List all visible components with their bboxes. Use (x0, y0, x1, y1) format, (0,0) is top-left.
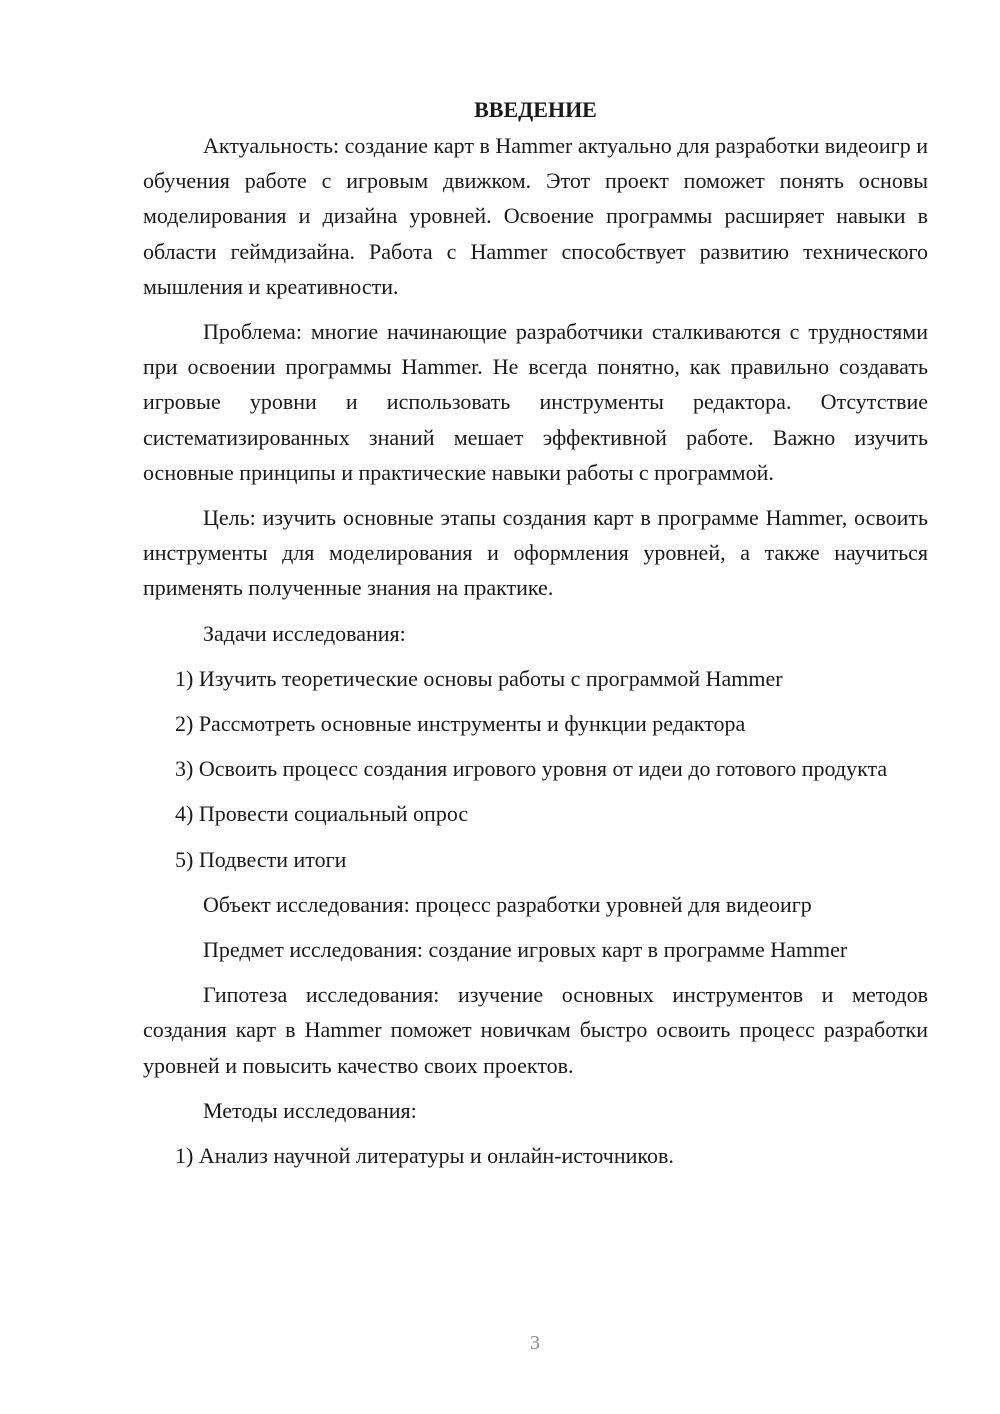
method-item-1: 1) Анализ научной литературы и онлайн-источников. (175, 1143, 674, 1169)
page-number: 3 (530, 1332, 540, 1354)
paragraph-object: Объект исследования: процесс разработки уровней для видеоигр (203, 891, 812, 917)
task-item-4: 4) Провести социальный опрос (175, 801, 469, 827)
paragraph-hypothesis: Гипотеза исследования: изучение основных инструментов и методов создания карт в Hammer поможет новичкам быстро освоить процесс разработки уровней и повысить качество своих проектов. (143, 982, 928, 1078)
paragraph-relevance: Актуальность: создание карт в Hammer актуально для разработки видеоигр и обучения работе с игровым движком. Этот проект поможет понять основы моделирования и дизайна уровней. Освоение программы расширяет навыки в области геймдизайна. Работа с Hammer способствует развитию технического мышления и креативности. (143, 133, 928, 299)
methods-heading: Методы исследования: (203, 1097, 417, 1123)
task-item-1: 1) Изучить теоретические основы работы с программой Hammer (175, 665, 783, 691)
task-item-2: 2) Рассмотреть основные инструменты и функции редактора (175, 711, 746, 737)
page-title: ВВЕДЕНИЕ (474, 97, 597, 122)
paragraph-subject: Предмет исследования: создание игровых карт в программе Hammer (203, 937, 848, 963)
paragraph-goal: Цель: изучить основные этапы создания карт в программе Hammer, освоить инструменты для моделирования и оформления уровней, а также научиться применять полученные знания на практике. (143, 505, 928, 601)
tasks-heading: Задачи исследования: (203, 620, 406, 646)
paragraph-problem: Проблема: многие начинающие разработчики сталкиваются с трудностями при освоении программы Hammer. Не всегда понятно, как правильно создавать игровые уровни и использовать инструменты редактора. Отсутствие систематизированных знаний мешает эффективной работе. Важно изучить основные принципы и практические навыки работы с программой. (143, 319, 928, 485)
document-page (143, 92, 928, 1173)
task-item-3: 3) Освоить процесс создания игрового уровня от идеи до готового продукта (175, 756, 888, 782)
task-item-5: 5) Подвести итоги (175, 846, 347, 872)
